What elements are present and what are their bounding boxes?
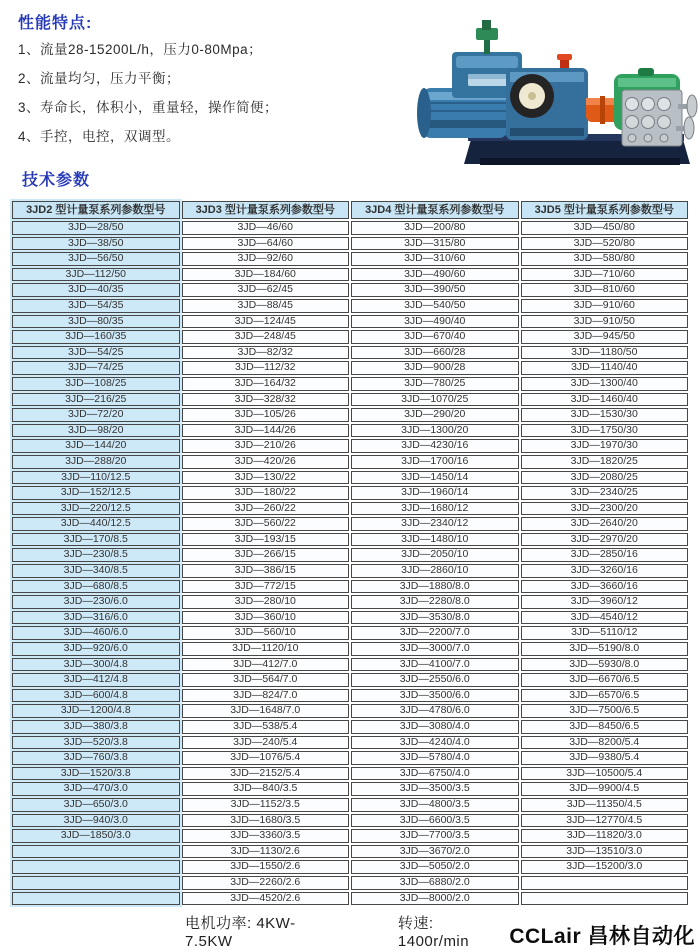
model-cell: 3JD—840/3.5	[182, 782, 350, 796]
model-cell: 3JD—300/4.8	[12, 658, 180, 672]
model-cell: 3JD—6600/3.5	[351, 814, 519, 828]
model-cell: 3JD—2260/2.6	[182, 876, 350, 890]
model-cell: 3JD—538/5.4	[182, 720, 350, 734]
model-cell: 3JD—4100/7.0	[351, 658, 519, 672]
model-cell: 3JD—2340/25	[521, 486, 689, 500]
model-cell: 3JD—1480/10	[351, 533, 519, 547]
model-cell: 3JD—4540/12	[521, 611, 689, 625]
model-cell: 3JD—112/50	[12, 268, 180, 282]
table-row	[12, 377, 688, 391]
table-row	[12, 658, 688, 672]
table-row	[12, 829, 688, 843]
model-cell	[521, 876, 689, 890]
table-row	[12, 502, 688, 516]
model-cell: 3JD—46/60	[182, 221, 350, 235]
table-row	[12, 876, 688, 890]
model-cell: 3JD—412/4.8	[12, 673, 180, 687]
model-cell: 3JD—360/10	[182, 611, 350, 625]
model-cell: 3JD—38/50	[12, 237, 180, 251]
table-row	[12, 689, 688, 703]
model-cell: 3JD—1130/2.6	[182, 845, 350, 859]
feature-item: 2、流量均匀，压力平衡；	[18, 71, 181, 86]
table-row	[12, 860, 688, 874]
model-cell: 3JD—540/50	[351, 299, 519, 313]
model-cell: 3JD—112/32	[182, 361, 350, 375]
table-row	[12, 720, 688, 734]
model-cell: 3JD—520/3.8	[12, 736, 180, 750]
model-cell: 3JD—10500/5.4	[521, 767, 689, 781]
model-cell: 3JD—490/60	[351, 268, 519, 282]
pump-models-table	[10, 199, 690, 907]
column-header-3jd3: 3JD3 型计量泵系列参数型号	[182, 201, 350, 219]
model-cell: 3JD—2640/20	[521, 517, 689, 531]
model-cell: 3JD—260/22	[182, 502, 350, 516]
model-cell: 3JD—460/6.0	[12, 626, 180, 640]
table-row	[12, 814, 688, 828]
model-cell	[12, 892, 180, 906]
table-row	[12, 268, 688, 282]
model-cell: 3JD—152/12.5	[12, 486, 180, 500]
model-cell: 3JD—3000/7.0	[351, 642, 519, 656]
model-cell: 3JD—5050/2.0	[351, 860, 519, 874]
model-cell: 3JD—490/40	[351, 315, 519, 329]
model-cell: 3JD—1070/25	[351, 393, 519, 407]
model-cell: 3JD—1550/2.6	[182, 860, 350, 874]
model-cell: 3JD—5110/12	[521, 626, 689, 640]
model-cell: 3JD—64/60	[182, 237, 350, 251]
model-cell: 3JD—3530/8.0	[351, 611, 519, 625]
model-cell: 3JD—680/8.5	[12, 580, 180, 594]
model-cell: 3JD—92/60	[182, 252, 350, 266]
model-cell: 3JD—920/6.0	[12, 642, 180, 656]
table-row	[12, 751, 688, 765]
model-cell: 3JD—8200/5.4	[521, 736, 689, 750]
model-cell: 3JD—1450/14	[351, 471, 519, 485]
model-cell: 3JD—105/26	[182, 408, 350, 422]
model-cell: 3JD—1648/7.0	[182, 704, 350, 718]
model-cell: 3JD—15200/3.0	[521, 860, 689, 874]
model-cell: 3JD—230/6.0	[12, 595, 180, 609]
model-cell: 3JD—1960/14	[351, 486, 519, 500]
model-cell: 3JD—3960/12	[521, 595, 689, 609]
model-cell	[12, 860, 180, 874]
table-row	[12, 486, 688, 500]
table-row	[12, 455, 688, 469]
model-cell: 3JD—11820/3.0	[521, 829, 689, 843]
table-row	[12, 471, 688, 485]
column-header-3jd4: 3JD4 型计量泵系列参数型号	[351, 201, 519, 219]
table-row	[12, 642, 688, 656]
model-cell: 3JD—216/25	[12, 393, 180, 407]
table-row	[12, 315, 688, 329]
model-cell: 3JD—2300/20	[521, 502, 689, 516]
model-cell: 3JD—2850/16	[521, 548, 689, 562]
table-row	[12, 346, 688, 360]
model-cell: 3JD—54/25	[12, 346, 180, 360]
model-cell: 3JD—450/80	[521, 221, 689, 235]
table-row	[12, 564, 688, 578]
model-cell: 3JD—124/45	[182, 315, 350, 329]
model-cell: 3JD—240/5.4	[182, 736, 350, 750]
table-row	[12, 237, 688, 251]
model-cell: 3JD—386/15	[182, 564, 350, 578]
model-cell: 3JD—12770/4.5	[521, 814, 689, 828]
brand-logo-text: CCLair 昌林自动化	[509, 925, 695, 949]
table-row	[12, 393, 688, 407]
model-cell: 3JD—660/28	[351, 346, 519, 360]
model-cell: 3JD—6880/2.0	[351, 876, 519, 890]
model-cell: 3JD—3660/16	[521, 580, 689, 594]
model-cell: 3JD—328/32	[182, 393, 350, 407]
model-cell: 3JD—230/8.5	[12, 548, 180, 562]
model-cell: 3JD—560/10	[182, 626, 350, 640]
speed-spec: 转速: 1400r/min	[397, 915, 470, 950]
model-cell	[12, 876, 180, 890]
model-cell: 3JD—82/32	[182, 346, 350, 360]
model-cell: 3JD—1850/3.0	[12, 829, 180, 843]
table-row	[12, 782, 688, 796]
model-cell: 3JD—62/45	[182, 283, 350, 297]
table-header	[12, 201, 688, 219]
model-cell: 3JD—900/28	[351, 361, 519, 375]
model-cell: 3JD—940/3.0	[12, 814, 180, 828]
pump-fluid-end	[622, 90, 682, 146]
column-header-3jd2: 3JD2 型计量泵系列参数型号	[12, 201, 180, 219]
table-row	[12, 408, 688, 422]
model-cell: 3JD—780/25	[351, 377, 519, 391]
model-cell: 3JD—910/50	[521, 315, 689, 329]
model-cell: 3JD—7700/3.5	[351, 829, 519, 843]
feature-item: 1、流量28-15200L/h，压力0-80Mpa；	[18, 42, 263, 57]
model-cell: 3JD—170/8.5	[12, 533, 180, 547]
model-cell: 3JD—8450/6.5	[521, 720, 689, 734]
model-cell: 3JD—1970/30	[521, 439, 689, 453]
model-cell: 3JD—248/45	[182, 330, 350, 344]
table-row	[12, 892, 688, 906]
pump-top-valve	[476, 20, 498, 54]
footer	[10, 912, 695, 950]
table-row	[12, 704, 688, 718]
model-cell: 3JD—2970/20	[521, 533, 689, 547]
model-cell: 3JD—1530/30	[521, 408, 689, 422]
model-cell	[12, 845, 180, 859]
model-cell: 3JD—9380/5.4	[521, 751, 689, 765]
model-cell: 3JD—650/3.0	[12, 798, 180, 812]
model-cell: 3JD—4780/6.0	[351, 704, 519, 718]
model-cell: 3JD—1076/5.4	[182, 751, 350, 765]
model-cell: 3JD—772/15	[182, 580, 350, 594]
model-cell: 3JD—4800/3.5	[351, 798, 519, 812]
table-row	[12, 548, 688, 562]
model-cell: 3JD—2340/12	[351, 517, 519, 531]
model-cell: 3JD—760/3.8	[12, 751, 180, 765]
motor-power-spec: 电机功率: 4KW-7.5KW	[185, 915, 296, 950]
table-row	[12, 221, 688, 235]
model-cell: 3JD—1820/25	[521, 455, 689, 469]
model-cell: 3JD—98/20	[12, 424, 180, 438]
model-cell: 3JD—74/25	[12, 361, 180, 375]
features-title: 性能特点:	[18, 15, 93, 32]
table-row	[12, 736, 688, 750]
model-cell: 3JD—11350/4.5	[521, 798, 689, 812]
model-cell: 3JD—28/50	[12, 221, 180, 235]
model-cell: 3JD—1152/3.5	[182, 798, 350, 812]
model-cell: 3JD—6750/4.0	[351, 767, 519, 781]
model-cell: 3JD—2550/6.0	[351, 673, 519, 687]
model-cell: 3JD—144/20	[12, 439, 180, 453]
model-cell: 3JD—470/3.0	[12, 782, 180, 796]
model-cell: 3JD—824/7.0	[182, 689, 350, 703]
model-cell: 3JD—560/22	[182, 517, 350, 531]
model-cell: 3JD—160/35	[12, 330, 180, 344]
table-row	[12, 595, 688, 609]
model-cell: 3JD—1750/30	[521, 424, 689, 438]
table-row	[12, 252, 688, 266]
model-cell: 3JD—1300/20	[351, 424, 519, 438]
model-cell: 3JD—9900/4.5	[521, 782, 689, 796]
model-cell: 3JD—2860/10	[351, 564, 519, 578]
model-cell: 3JD—184/60	[182, 268, 350, 282]
table-row	[12, 767, 688, 781]
tech-params-title: 技术参数	[22, 172, 91, 189]
table-row	[12, 283, 688, 297]
model-cell: 3JD—88/45	[182, 299, 350, 313]
model-cell: 3JD—440/12.5	[12, 517, 180, 531]
model-cell: 3JD—8000/2.0	[351, 892, 519, 906]
table-row	[12, 626, 688, 640]
model-cell: 3JD—670/40	[351, 330, 519, 344]
model-cell: 3JD—110/12.5	[12, 471, 180, 485]
model-cell: 3JD—4520/2.6	[182, 892, 350, 906]
model-cell: 3JD—210/26	[182, 439, 350, 453]
model-cell: 3JD—3670/2.0	[351, 845, 519, 859]
model-cell: 3JD—580/80	[521, 252, 689, 266]
model-cell: 3JD—2280/8.0	[351, 595, 519, 609]
model-cell: 3JD—288/20	[12, 455, 180, 469]
model-cell: 3JD—40/35	[12, 283, 180, 297]
model-cell: 3JD—2200/7.0	[351, 626, 519, 640]
table-row	[12, 580, 688, 594]
model-cell: 3JD—1300/40	[521, 377, 689, 391]
model-cell: 3JD—80/35	[12, 315, 180, 329]
model-cell: 3JD—2050/10	[351, 548, 519, 562]
model-cell: 3JD—290/20	[351, 408, 519, 422]
model-cell: 3JD—412/7.0	[182, 658, 350, 672]
model-cell: 3JD—220/12.5	[12, 502, 180, 516]
model-cell: 3JD—315/80	[351, 237, 519, 251]
model-cell: 3JD—266/15	[182, 548, 350, 562]
model-cell: 3JD—710/60	[521, 268, 689, 282]
model-cell: 3JD—3260/16	[521, 564, 689, 578]
model-cell: 3JD—2152/5.4	[182, 767, 350, 781]
model-cell: 3JD—108/25	[12, 377, 180, 391]
model-cell: 3JD—600/4.8	[12, 689, 180, 703]
model-cell: 3JD—520/80	[521, 237, 689, 251]
model-cell: 3JD—193/15	[182, 533, 350, 547]
model-cell: 3JD—420/26	[182, 455, 350, 469]
model-cell: 3JD—2080/25	[521, 471, 689, 485]
model-cell: 3JD—1460/40	[521, 393, 689, 407]
table-row	[12, 424, 688, 438]
model-cell: 3JD—316/6.0	[12, 611, 180, 625]
model-cell: 3JD—945/50	[521, 330, 689, 344]
model-cell: 3JD—3500/6.0	[351, 689, 519, 703]
model-cell: 3JD—164/32	[182, 377, 350, 391]
model-cell: 3JD—54/35	[12, 299, 180, 313]
table-row	[12, 299, 688, 313]
model-cell: 3JD—3360/3.5	[182, 829, 350, 843]
model-cell: 3JD—1180/50	[521, 346, 689, 360]
model-cell: 3JD—4230/16	[351, 439, 519, 453]
table-body	[12, 221, 688, 905]
table-row	[12, 673, 688, 687]
table-row	[12, 361, 688, 375]
column-header-3jd5: 3JD5 型计量泵系列参数型号	[521, 201, 689, 219]
model-cell: 3JD—5930/8.0	[521, 658, 689, 672]
model-cell: 3JD—180/22	[182, 486, 350, 500]
header-row	[12, 201, 688, 219]
table-row	[12, 798, 688, 812]
model-cell	[521, 892, 689, 906]
model-cell: 3JD—380/3.8	[12, 720, 180, 734]
model-cell: 3JD—1680/12	[351, 502, 519, 516]
model-cell: 3JD—6670/6.5	[521, 673, 689, 687]
model-cell: 3JD—564/7.0	[182, 673, 350, 687]
model-cell: 3JD—5780/4.0	[351, 751, 519, 765]
model-cell: 3JD—1140/40	[521, 361, 689, 375]
model-cell: 3JD—72/20	[12, 408, 180, 422]
table-row	[12, 611, 688, 625]
model-cell: 3JD—1200/4.8	[12, 704, 180, 718]
model-cell: 3JD—340/8.5	[12, 564, 180, 578]
model-cell: 3JD—1700/16	[351, 455, 519, 469]
features-list	[18, 35, 418, 151]
model-cell: 3JD—1880/8.0	[351, 580, 519, 594]
table-row	[12, 330, 688, 344]
model-cell: 3JD—4240/4.0	[351, 736, 519, 750]
feature-item: 3、寿命长，体积小，重量轻，操作简便；	[18, 100, 279, 115]
model-cell: 3JD—200/80	[351, 221, 519, 235]
model-cell: 3JD—56/50	[12, 252, 180, 266]
model-cell: 3JD—810/60	[521, 283, 689, 297]
table-row	[12, 533, 688, 547]
model-cell: 3JD—144/26	[182, 424, 350, 438]
model-cell: 3JD—3080/4.0	[351, 720, 519, 734]
table-row	[12, 439, 688, 453]
model-cell: 3JD—1120/10	[182, 642, 350, 656]
model-cell: 3JD—3500/3.5	[351, 782, 519, 796]
pump-photo	[410, 12, 700, 172]
model-cell: 3JD—1680/3.5	[182, 814, 350, 828]
model-cell: 3JD—130/22	[182, 471, 350, 485]
table-row	[12, 845, 688, 859]
model-cell: 3JD—280/10	[182, 595, 350, 609]
model-cell: 3JD—310/60	[351, 252, 519, 266]
model-cell: 3JD—6570/6.5	[521, 689, 689, 703]
product-spec-page	[0, 10, 700, 950]
model-cell: 3JD—910/60	[521, 299, 689, 313]
table-row	[12, 517, 688, 531]
model-cell: 3JD—13510/3.0	[521, 845, 689, 859]
model-cell: 3JD—390/50	[351, 283, 519, 297]
model-cell: 3JD—5190/8.0	[521, 642, 689, 656]
feature-item: 4、手控，电控，双调型。	[18, 129, 181, 144]
model-cell: 3JD—7500/6.5	[521, 704, 689, 718]
model-cell: 3JD—1520/3.8	[12, 767, 180, 781]
